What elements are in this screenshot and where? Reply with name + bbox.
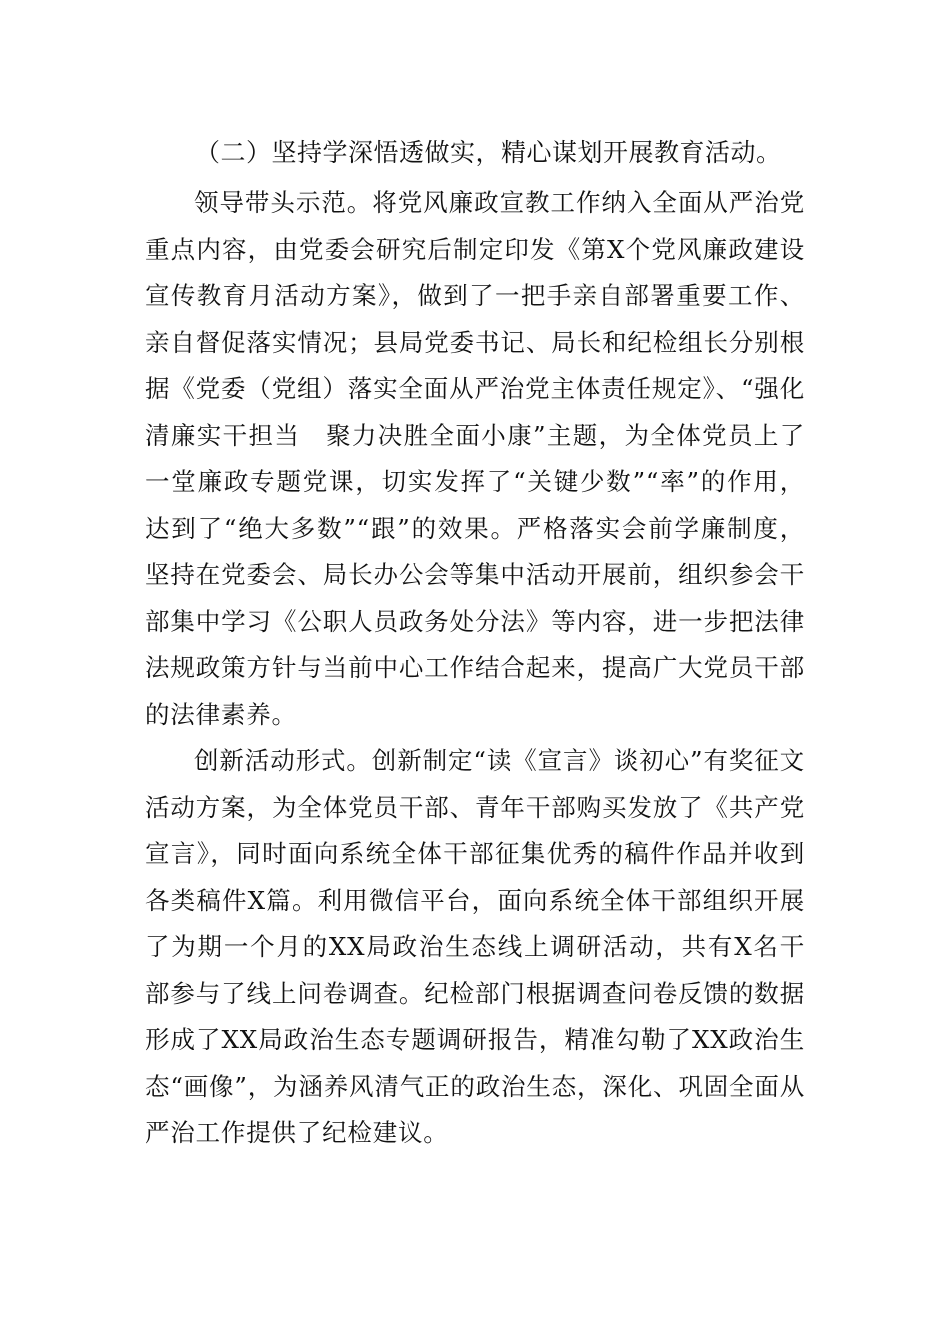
paragraph-leadership: 领导带头示范。将党风廉政宣教工作纳入全面从严治党重点内容，由党委会研究后制定印发《第X个党风廉政建设宣传教育月活动方案》，做到了一把手亲自部署重要工作、亲自督促落实情况；县局党委书记、局长和纪检组长分别根据《党委（党组）落实全面从严治党主体责任规定》、“强化清廉实干担当 聚力决胜全面小康”主题，为全体党员上了一堂廉政专题党课，切实发挥了“关键少数”“率”的作用，达到了“绝大多数”“跟”的效果。严格落实会前学廉制度，坚持在党委会、局长办公会等集中活动开展前，组织参会干部集中学习《公职人员政务处分法》等内容，进一步把法律法规政策方针与当前中心工作结合起来，提高广大党员干部的法律素养。 bbox=[145, 188, 805, 729]
section-heading: （二）坚持学深悟透做实，精心谋划开展教育活动。 bbox=[195, 138, 782, 167]
paragraph-innovation: 创新活动形式。创新制定“读《宣言》谈初心”有奖征文活动方案，为全体党员干部、青年干部购买发放了《共产党宣言》，同时面向系统全体干部征集优秀的稿件作品并收到各类稿件X篇。利用微信平台，面向系统全体干部组织开展了为期一个月的XX局政治生态线上调研活动，共有X名干部参与了线上问卷调查。纪检部门根据调查问卷反馈的数据形成了XX局政治生态专题调研报告，精准勾勒了XX政治生态“画像”，为涵养风清气正的政治生态，深化、巩固全面从严治工作提供了纪检建议。 bbox=[145, 746, 805, 1147]
document-body bbox=[145, 130, 805, 1157]
